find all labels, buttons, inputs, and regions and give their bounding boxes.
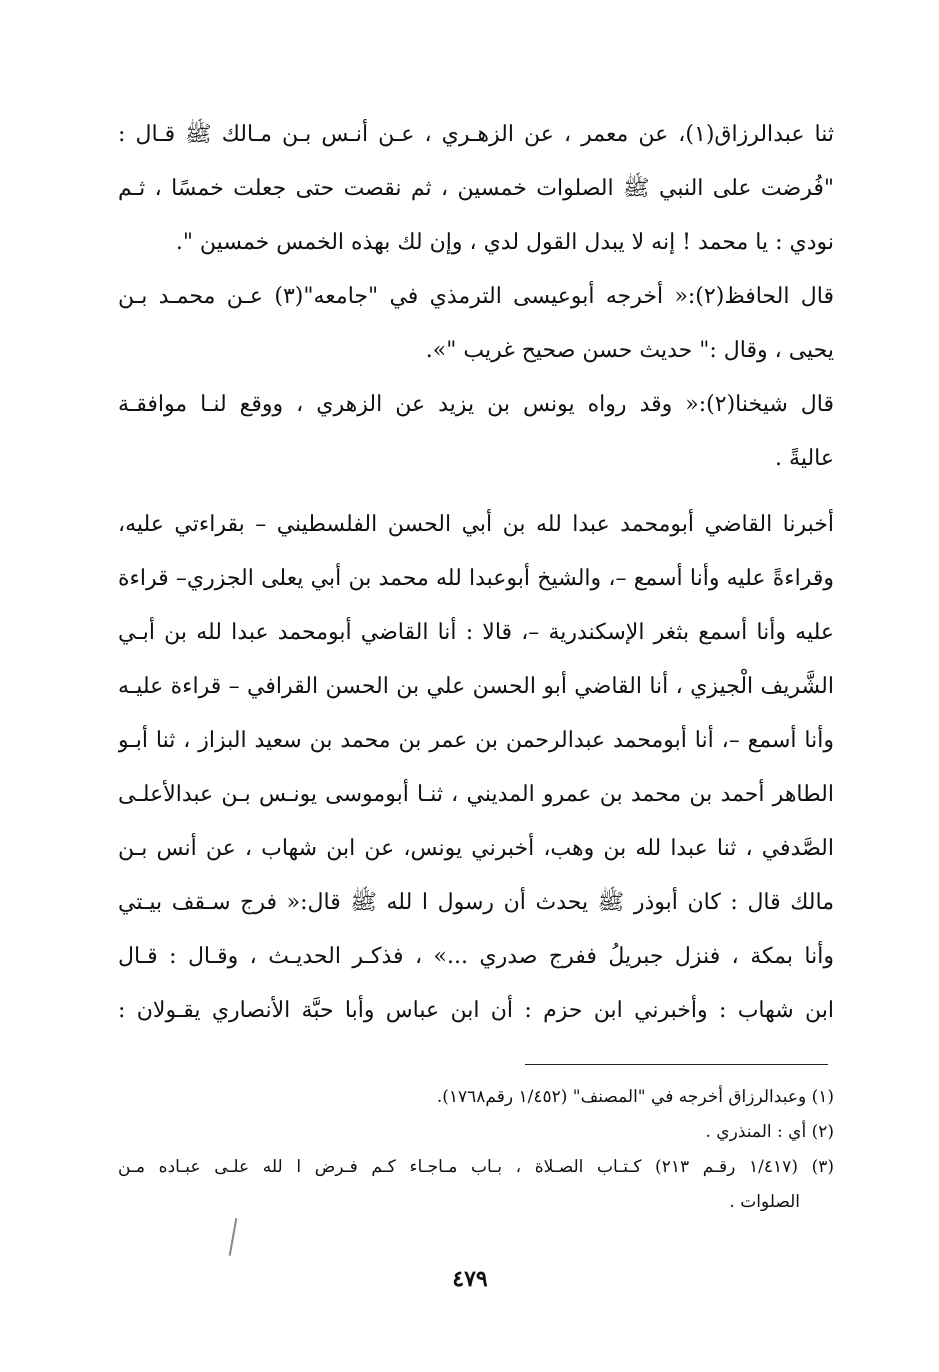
footnote-1: (١) وعبدالرزاق أخرجه في "المصنف" (١/٤٥٢ رقم١٧٦٨). <box>436 1087 834 1107</box>
text-line: عليه وأنا أسمع بثغر الإسكندرية –، قالا : أنا القاضي أبومحمد عبدا لله بن أبـي <box>118 620 834 645</box>
footnote-divider <box>525 1064 828 1065</box>
footnote-3-continuation: الصلوات . <box>729 1192 800 1212</box>
text-line: وأنا أسمع –، أنا أبومحمد عبدالرحمن بن عمر بن محمد بن سعيد البزاز ، ثنا أبـو <box>118 728 834 753</box>
text-line: ثنا عبدالرزاق(١)، عن معمر ، عن الزهـري ، عـن أنـس بـن مـالك ﷺ قـال : <box>118 122 834 147</box>
footnote-2: (٢) أي : المنذري . <box>705 1122 834 1142</box>
text-line: وأنا بمكة ، فنزل جبريلُ ففرج صدري ...» ، فذكـر الحديـث ، وقـال : قـال <box>118 944 834 969</box>
text-line: عاليةً . <box>775 446 834 471</box>
footnotes-block <box>118 1080 834 1220</box>
text-line: نودي : يا محمد ! إنه لا يبدل القول لدي ، وإن لك بهذه الخمس خمسين ". <box>175 230 834 255</box>
text-line: الصَّدفي ، ثنا عبدا لله بن وهب، أخبرني يونس، عن ابن شهاب ، عن أنس بـن <box>118 836 834 861</box>
text-line: وقراءةً عليه وأنا أسمع –، والشيخ أبوعبدا لله محمد بن أبي يعلى الجزري– قراءة <box>118 566 834 591</box>
page-number: ٤٧٩ <box>452 1266 488 1292</box>
text-line: أخبرنا القاضي أبومحمد عبدا لله بن أبي الحسن الفلسطيني – بقراءتي عليه، <box>118 512 834 537</box>
footnote-3: (٣) (١/٤١٧ رقـم ٢١٣) كـتـاب الصـلاة ، بـاب مـاجـاء كـم فـرض ا لله علـى عبـاده مـن <box>118 1157 834 1177</box>
paragraph-gap <box>118 486 834 498</box>
text-line: يحيى ، وقال :" حديث حسن صحيح غريب "». <box>425 338 834 363</box>
text-line: ابن شهاب : وأخبرني ابن حزم : أن ابن عباس وأبا حبَّة الأنصاري يقـولان : <box>118 998 834 1023</box>
text-line: قال الحافظ(٢):« أخرجه أبوعيسى الترمذي في "جامعه"(٣) عـن محمـد بـن <box>118 284 834 309</box>
main-text-block <box>118 108 834 1038</box>
text-line: "فُرضت على النبي ﷺ الصلوات خمسين ، ثم نقصت حتى جعلت خمسًا ، ثـم <box>118 176 834 201</box>
text-line: قال شيخنا(٢):« وقد رواه يونس بن يزيد عن الزهري ، ووقع لنـا موافقـة <box>118 392 834 417</box>
scan-mark <box>229 1218 238 1256</box>
text-line: مالك قال : كان أبوذر ﷺ يحدث أن رسول ا لله ﷺ قال:« فرج سـقف بيـتي <box>118 890 834 915</box>
text-line: الشَّريف الْجيزي ، أنا القاضي أبو الحسن علي بن الحسن القرافي – قراءة عليـه <box>118 674 834 699</box>
text-line: الطاهر أحمد بن محمد بن عمرو المديني ، ثنـا أبوموسى يونـس بـن عبدالأعلـى <box>118 782 834 807</box>
